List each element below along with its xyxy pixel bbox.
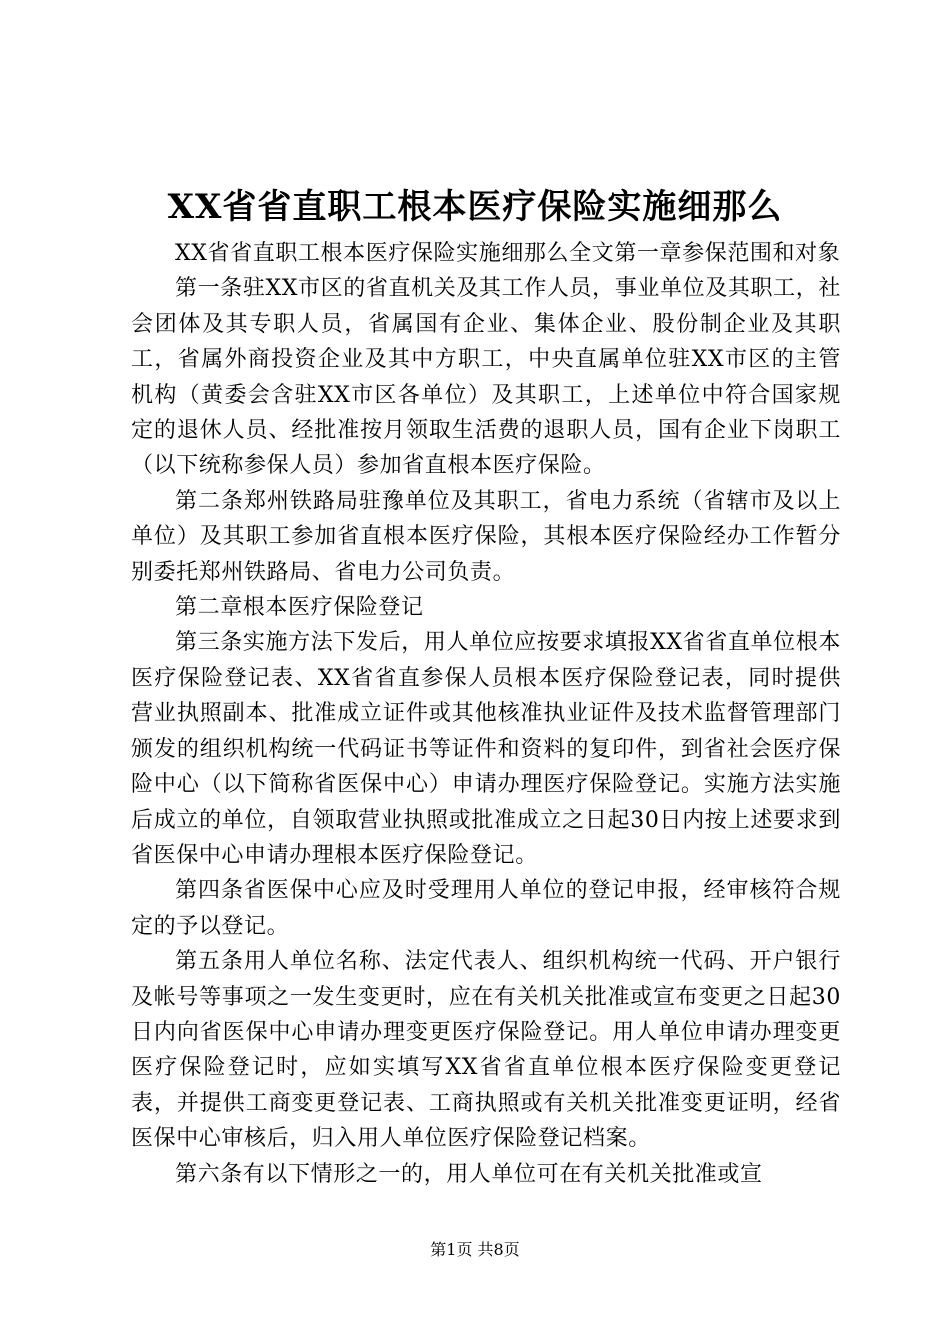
paragraph-article-2: 第二条郑州铁路局驻豫单位及其职工，省电力系统（省辖市及以上单位）及其职工参加省直根本医疗保险，其根本医疗保险经办工作暂分别委托郑州铁路局、省电力公司负责。 — [131, 488, 841, 585]
paragraph-article-3: 第三条实施方法下发后，用人单位应按要求填报XX省省直单位根本医疗保险登记表、XX省省直参保人员根本医疗保险登记表，同时提供营业执照副本、批准成立证件或其他核准执业证件及技术监督管理部门颁发的组织机构统一代码证书等证件和资料的复印件，到省社会医疗保险中心（以下简称省医保中心）申请办理医疗保险登记。实施方法实施后成立的单位，自领取营业执照或批准成立之日起30日内按上述要求到省医保中心申请办理根本医疗保险登记。 — [131, 630, 841, 868]
document-title: XX省省直职工根本医疗保险实施细那么 — [167, 187, 783, 227]
paragraph-article-1: 第一条驻XX市区的省直机关及其工作人员，事业单位及其职工，社会团体及其专职人员，省属国有企业、集体企业、股份制企业及其职工，省属外商投资企业及其中方职工，中央直属单位驻XX市区的主管机构（黄委会含驻XX市区各单位）及其职工，上述单位中符合国家规定的退休人员、经批准按月领取生活费的退职人员，国有企业下岗职工（以下统称参保人员）参加省直根本医疗保险。 — [131, 276, 841, 479]
paragraph-article-5: 第五条用人单位名称、法定代表人、组织机构统一代码、开户银行及帐号等事项之一发生变更时，应在有关机关批准或宣布变更之日起30日内向省医保中心申请办理变更医疗保险登记。用人单位申请办理变更医疗保险登记时，应如实填写XX省省直单位根本医疗保险变更登记表，并提供工商变更登记表、工商执照或有关机关批准变更证明，经省医保中心审核后，归入用人单位医疗保险登记档案。 — [131, 949, 841, 1152]
document-body — [131, 236, 841, 1192]
paragraph-article-4: 第四条省医保中心应及时受理用人单位的登记申报，经审核符合规定的予以登记。 — [131, 878, 841, 939]
chapter-heading-2: 第二章根本医疗保险登记 — [175, 595, 424, 621]
paragraph-intro: XX省省直职工根本医疗保险实施细那么全文第一章参保范围和对象 — [175, 241, 841, 266]
paragraph-article-6: 第六条有以下情形之一的，用人单位可在有关机关批准或宣 — [175, 1161, 763, 1187]
page-number: 第1页 共8页 — [430, 1240, 520, 1259]
